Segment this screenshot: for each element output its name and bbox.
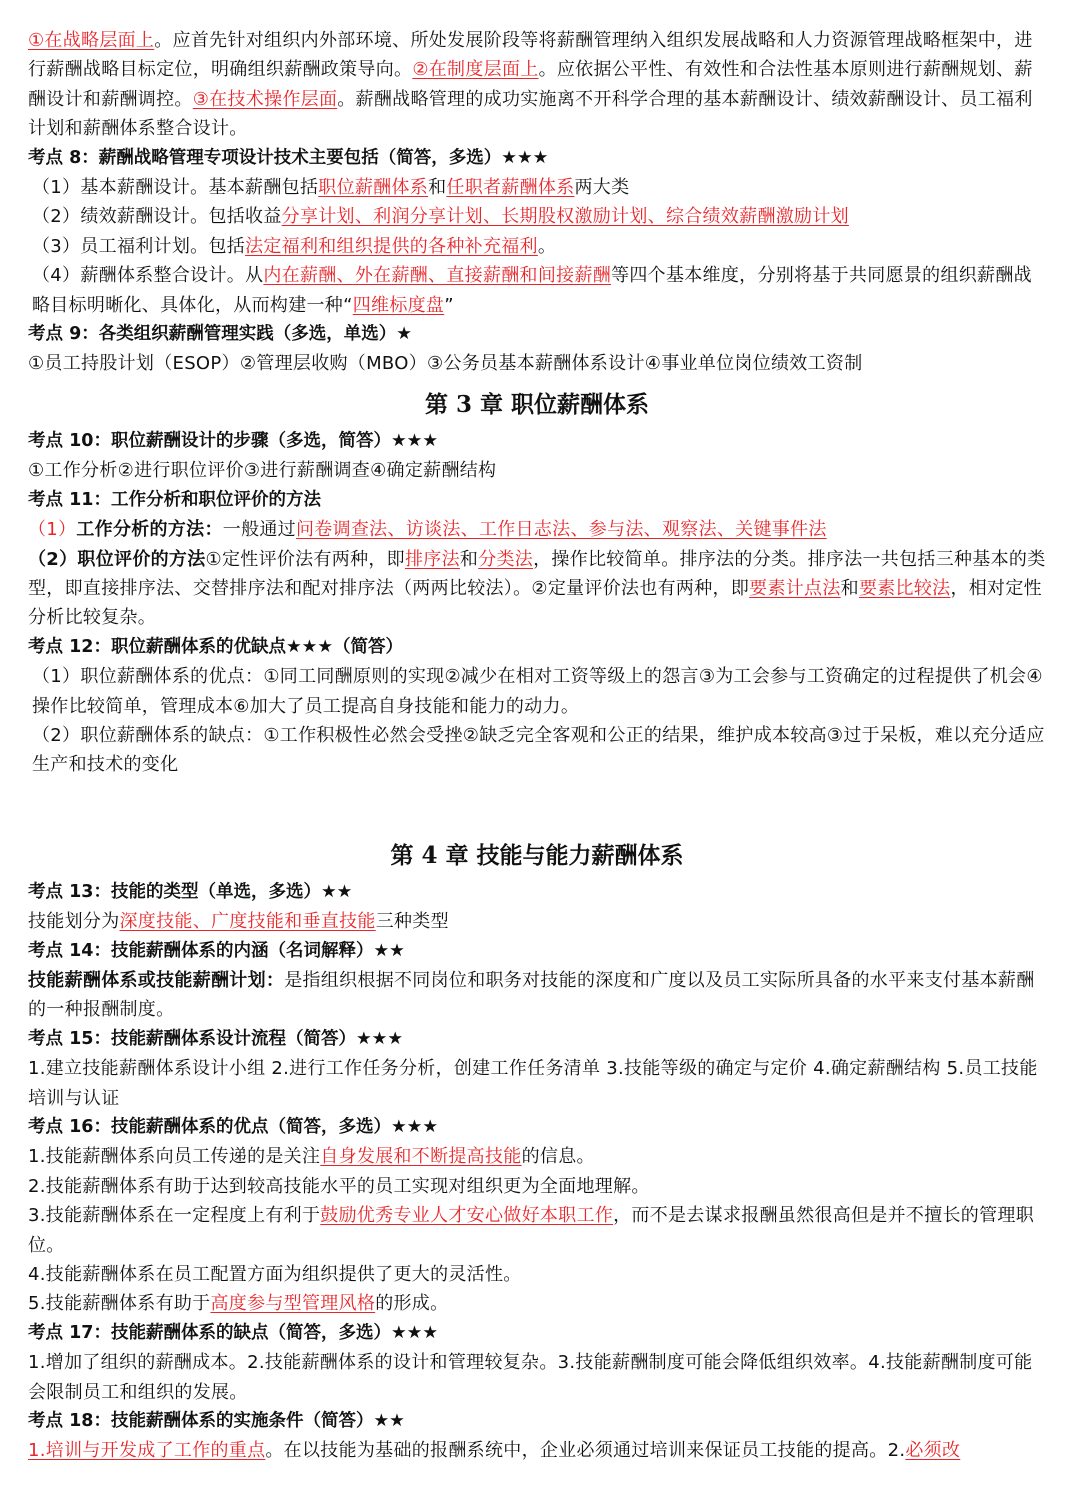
text-run: （4）薪酬体系整合设计。从: [32, 265, 264, 287]
kaodian-16-item-5: [28, 1289, 1046, 1318]
text-run: 。应首先针对组织内外部环境、所处发展阶段等将薪酬管理纳入组织发展战略和人力资源管理战略框架中，进行薪酬战略目标定位，明确组织薪酬政策导向。: [28, 30, 1033, 81]
highlighted-term: ①在战略层面上: [28, 30, 155, 51]
kaodian-8-heading: 考点 8：薪酬战略管理专项设计技术主要包括（简答，多选）★★★: [28, 147, 549, 168]
kaodian-11-job-evaluation: [28, 545, 1046, 633]
highlighted-term: 问卷调查法、访谈法、工作日志法、参与法、观察法、关键事件法: [295, 519, 827, 541]
kaodian-18-heading: 考点 18：技能薪酬体系的实施条件（简答）★★: [28, 1411, 405, 1432]
highlighted-term: ②在制度层面上: [412, 59, 539, 81]
bold-term: （2）职位评价的方法: [28, 548, 206, 570]
text-run: 3.技能薪酬体系在一定程度上有利于: [28, 1205, 321, 1227]
text-run: 4.技能薪酬体系在员工配置方面为组织提供了更大的灵活性。: [28, 1264, 522, 1286]
kaodian-14-text: [28, 966, 1046, 1025]
highlighted-term: 排序法: [404, 548, 460, 570]
text-run: （3）员工福利计划。包括: [32, 235, 246, 257]
text-run: 一般通过: [222, 519, 296, 541]
kaodian-12-pros: （1）职位薪酬体系的优点：①同工同酬原则的实现②减少在相对工资等级上的怨言③为工会参与工资确定的过程提供了机会④操作比较简单，管理成本⑥加大了员工提高自身技能和能力的动力。: [32, 666, 1043, 717]
text-run: 。: [537, 235, 557, 257]
highlighted-term: 鼓励优秀专业人才安心做好本职工作: [320, 1205, 614, 1227]
kaodian-9-heading: 考点 9：各类组织薪酬管理实践（多选，单选）★: [28, 324, 412, 345]
text-run: ，操作比较简单。排序法的分类。排序法一共包括三种基本的类型，即直接排序法、交替排序法和配对排序法（两两比较法）。②定量评价法也有两种，即: [28, 548, 1046, 599]
kaodian-11-heading: 考点 11：工作分析和职位评价的方法: [28, 489, 321, 510]
text-run: （1）: [28, 519, 77, 541]
kaodian-13-text: [28, 907, 1046, 936]
kaodian-15-heading: 考点 15：技能薪酬体系设计流程（简答）★★★: [28, 1028, 404, 1049]
kaodian-17-heading: 考点 17：技能薪酬体系的缺点（简答，多选）★★★: [28, 1322, 439, 1343]
text-run: 是指组织根据不同岗位和职务对技能的深度和广度以及员工实际所具备的水平来支付基本薪酬的一种报酬制度。: [28, 969, 1035, 1021]
text-run: 1.技能薪酬体系向员工传递的是关注: [28, 1146, 321, 1168]
kaodian-8-item-4: [28, 261, 1046, 320]
highlighted-term: 分类法: [478, 548, 534, 570]
kaodian-13-heading: 考点 13：技能的类型（单选，多选）★★: [28, 881, 353, 902]
text-run: 等四个基本维度，分别将基于共同愿景的组织薪酬战略目标明晰化、具体化，从而构建一种“: [32, 265, 1032, 316]
kaodian-17-text: 1.增加了组织的薪酬成本。2.技能薪酬体系的设计和管理较复杂。3.技能薪酬制度可能会降低组织效率。4.技能薪酬制度可能会限制员工和组织的发展。: [28, 1352, 1033, 1403]
chapter-3-title: 第 3 章 职位薪酬体系: [424, 390, 650, 418]
kaodian-10-text: ①工作分析②进行职位评价③进行薪酬调查④确定薪酬结构: [28, 460, 497, 482]
kaodian-16-item-3: [28, 1201, 1046, 1260]
text-run: ”: [444, 294, 454, 316]
kaodian-12-cons: （2）职位薪酬体系的缺点：①工作积极性必然会受挫②缺乏完全客观和公正的结果，维护成本较高③过于呆板，难以充分适应生产和技术的变化: [32, 724, 1045, 776]
kaodian-16-item-4: [28, 1260, 1046, 1289]
highlighted-term: 要素比较法: [858, 577, 951, 599]
highlighted-term: ③在技术操作层面: [192, 88, 338, 110]
text-run: ①定性评价法有两种，即: [205, 548, 405, 570]
highlighted-term: 必须改: [905, 1440, 961, 1462]
highlighted-term: 法定福利和组织提供的各种补充福利: [245, 235, 538, 257]
text-run: 5.技能薪酬体系有助于: [28, 1293, 211, 1315]
text-run: 技能划分为: [28, 911, 120, 933]
kaodian-12-heading: 考点 12：职位薪酬体系的优缺点★★★（简答）: [28, 636, 404, 657]
highlighted-term: 四维标度盘: [352, 294, 445, 316]
highlighted-term: 任职者薪酬体系: [446, 177, 575, 199]
text-run: （2）绩效薪酬设计。包括收益: [32, 206, 282, 228]
text-run: ，而不是去谋求报酬虽然很高但是并不擅长的管理职位。: [28, 1205, 1034, 1256]
kaodian-10-heading: 考点 10：职位薪酬设计的步骤（多选，简答）★★★: [28, 430, 439, 451]
kaodian-9-text: ①员工持股计划（ESOP）②管理层收购（MBO）③公务员基本薪酬体系设计④事业单位岗位绩效工资制: [28, 353, 863, 375]
highlighted-term: 内在薪酬、外在薪酬、直接薪酬和间接薪酬: [263, 265, 612, 287]
text-run: 的信息。: [521, 1146, 595, 1168]
text-run: 。薪酬战略管理的成功实施离不开科学合理的基本薪酬设计、绩效薪酬设计、员工福利计划和薪酬体系整合设计。: [28, 88, 1033, 140]
highlighted-term: 分享计划、利润分享计划、长期股权激励计划、综合绩效薪酬激励计划: [281, 206, 849, 228]
highlighted-term: 职位薪酬体系: [318, 177, 429, 199]
highlighted-term: 要素计点法: [749, 577, 841, 599]
text-run: （1）基本薪酬设计。基本薪酬包括: [32, 177, 319, 199]
text-run: 的形成。: [375, 1293, 449, 1315]
text-run: 。在以技能为基础的报酬系统中，企业必须通过培训来保证员工技能的提高。2.: [265, 1440, 906, 1462]
text-run: 三种类型: [375, 911, 449, 933]
chapter-4-title: 第 4 章 技能与能力薪酬体系: [390, 841, 684, 869]
kaodian-8-item-1: [28, 173, 1046, 202]
kaodian-8-item-3: [28, 232, 1046, 261]
highlighted-term: 高度参与型管理风格: [210, 1293, 376, 1315]
kaodian-16-item-2: [28, 1172, 1046, 1201]
kaodian-11-job-analysis: [28, 515, 1046, 544]
text-run: 两大类: [574, 177, 630, 199]
text-run: 和: [459, 548, 479, 570]
strategy-paragraph: [28, 26, 1046, 144]
bold-term: 工作分析的方法：: [76, 519, 223, 541]
text-run: 和: [840, 577, 859, 599]
highlighted-term: 深度技能、广度技能和垂直技能: [119, 911, 376, 933]
kaodian-14-heading: 考点 14：技能薪酬体系的内涵（名词解释）★★: [28, 940, 405, 961]
highlighted-term: 自身发展和不断提高技能: [320, 1146, 522, 1168]
text-run: 2.技能薪酬体系有助于达到较高技能水平的员工实现对组织更为全面地理解。: [28, 1175, 650, 1197]
kaodian-15-text: 1.建立技能薪酬体系设计小组 2.进行工作任务分析，创建工作任务清单 3.技能等级的确定与定价 4.确定薪酬结构 5.员工技能培训与认证: [28, 1058, 1038, 1109]
kaodian-16-item-1: [28, 1142, 1046, 1171]
kaodian-16-heading: 考点 16：技能薪酬体系的优点（简答，多选）★★★: [28, 1117, 439, 1137]
text-run: 。应依据公平性、有效性和合法性基本原则进行薪酬规划、薪酬设计和薪酬调控。: [28, 59, 1033, 110]
text-run: ，相对定性分析比较复杂。: [28, 577, 1042, 629]
kaodian-18-text: [28, 1436, 1046, 1465]
document-page: [28, 26, 1046, 1466]
kaodian-8-item-2: [28, 202, 1046, 231]
text-run: 和: [428, 177, 447, 199]
highlighted-term: 1.培训与开发成了工作的重点: [28, 1440, 266, 1462]
bold-term: 技能薪酬体系或技能薪酬计划：: [28, 969, 285, 991]
